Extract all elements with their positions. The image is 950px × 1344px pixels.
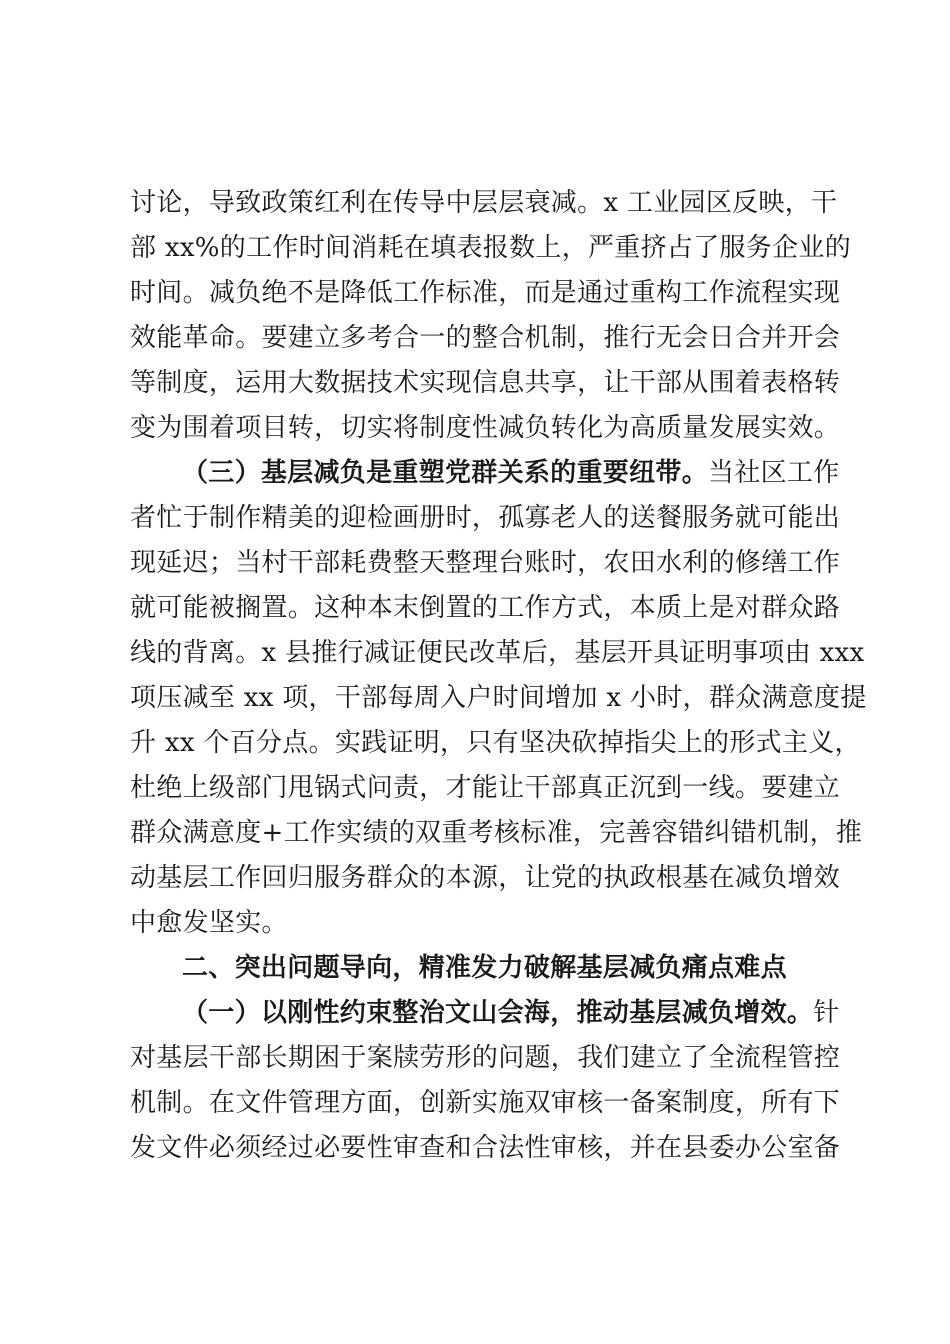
paragraph-line: 等制度，运用大数据技术实现信息共享，让干部从围着表格转 — [130, 368, 841, 398]
paragraph-line: 升 xx 个百分点。实践证明，只有坚决砍掉指尖上的形式主义， — [130, 728, 861, 758]
paragraph-line: 中愈发坚实。 — [130, 908, 288, 938]
paragraph-line: 效能革命。要建立多考合一的整合机制，推行无会日合并开会 — [130, 323, 841, 353]
section1-heading: （一）以刚性约束整治文山会海，推动基层减负增效。 — [182, 998, 814, 1028]
paragraph-line: 部 xx%的工作时间消耗在填表报数上，严重挤占了服务企业的 — [130, 233, 851, 263]
paragraph-line: 时间。减负绝不是降低工作标准，而是通过重构工作流程实现 — [130, 278, 841, 308]
paragraph-line: 者忙于制作精美的迎检画册时，孤寡老人的送餐服务就可能出 — [130, 503, 841, 533]
section3-lead: 当社区工作 — [708, 458, 840, 488]
paragraph-line: 项压减至 xx 项，干部每周入户时间增加 x 小时，群众满意度提 — [130, 683, 867, 713]
paragraph-line: 线的背离。x 县推行减证便民改革后，基层开具证明事项由 xxx — [130, 638, 865, 668]
paragraph-line: 就可能被搁置。这种本末倒置的工作方式，本质上是对群众路 — [130, 593, 841, 623]
section3-first-line — [130, 450, 840, 496]
paragraph-line: 现延迟；当村干部耗费整天整理台账时，农田水利的修缮工作 — [130, 548, 841, 578]
paragraph-line: 变为围着项目转，切实将制度性减负转化为高质量发展实效。 — [130, 413, 841, 443]
paragraph-line: 动基层工作回归服务群众的本源，让党的执政根基在减负增效 — [130, 863, 841, 893]
section1-first-line — [130, 990, 840, 1036]
paragraph-line: 群众满意度+工作实绩的双重考核标准，完善容错纠错机制，推 — [130, 818, 863, 848]
section1-lead: 针 — [813, 998, 840, 1028]
paragraph-line: 对基层干部长期困于案牍劳形的问题，我们建立了全流程管控 — [130, 1043, 841, 1073]
paragraph-line: 机制。在文件管理方面，创新实施双审核一备案制度，所有下 — [130, 1088, 841, 1118]
paragraph-line: 杜绝上级部门甩锅式问责，才能让干部真正沉到一线。要建立 — [130, 773, 841, 803]
paragraph-line: 发文件必须经过必要性审查和合法性审核，并在县委办公室备 — [130, 1133, 841, 1163]
part2-heading: 二、突出问题导向，精准发力破解基层减负痛点难点 — [182, 953, 787, 983]
paragraph-line: 讨论，导致政策红利在传导中层层衰减。x 工业园区反映，干 — [130, 188, 838, 218]
section3-heading: （三）基层减负是重塑党群关系的重要纽带。 — [182, 458, 709, 488]
